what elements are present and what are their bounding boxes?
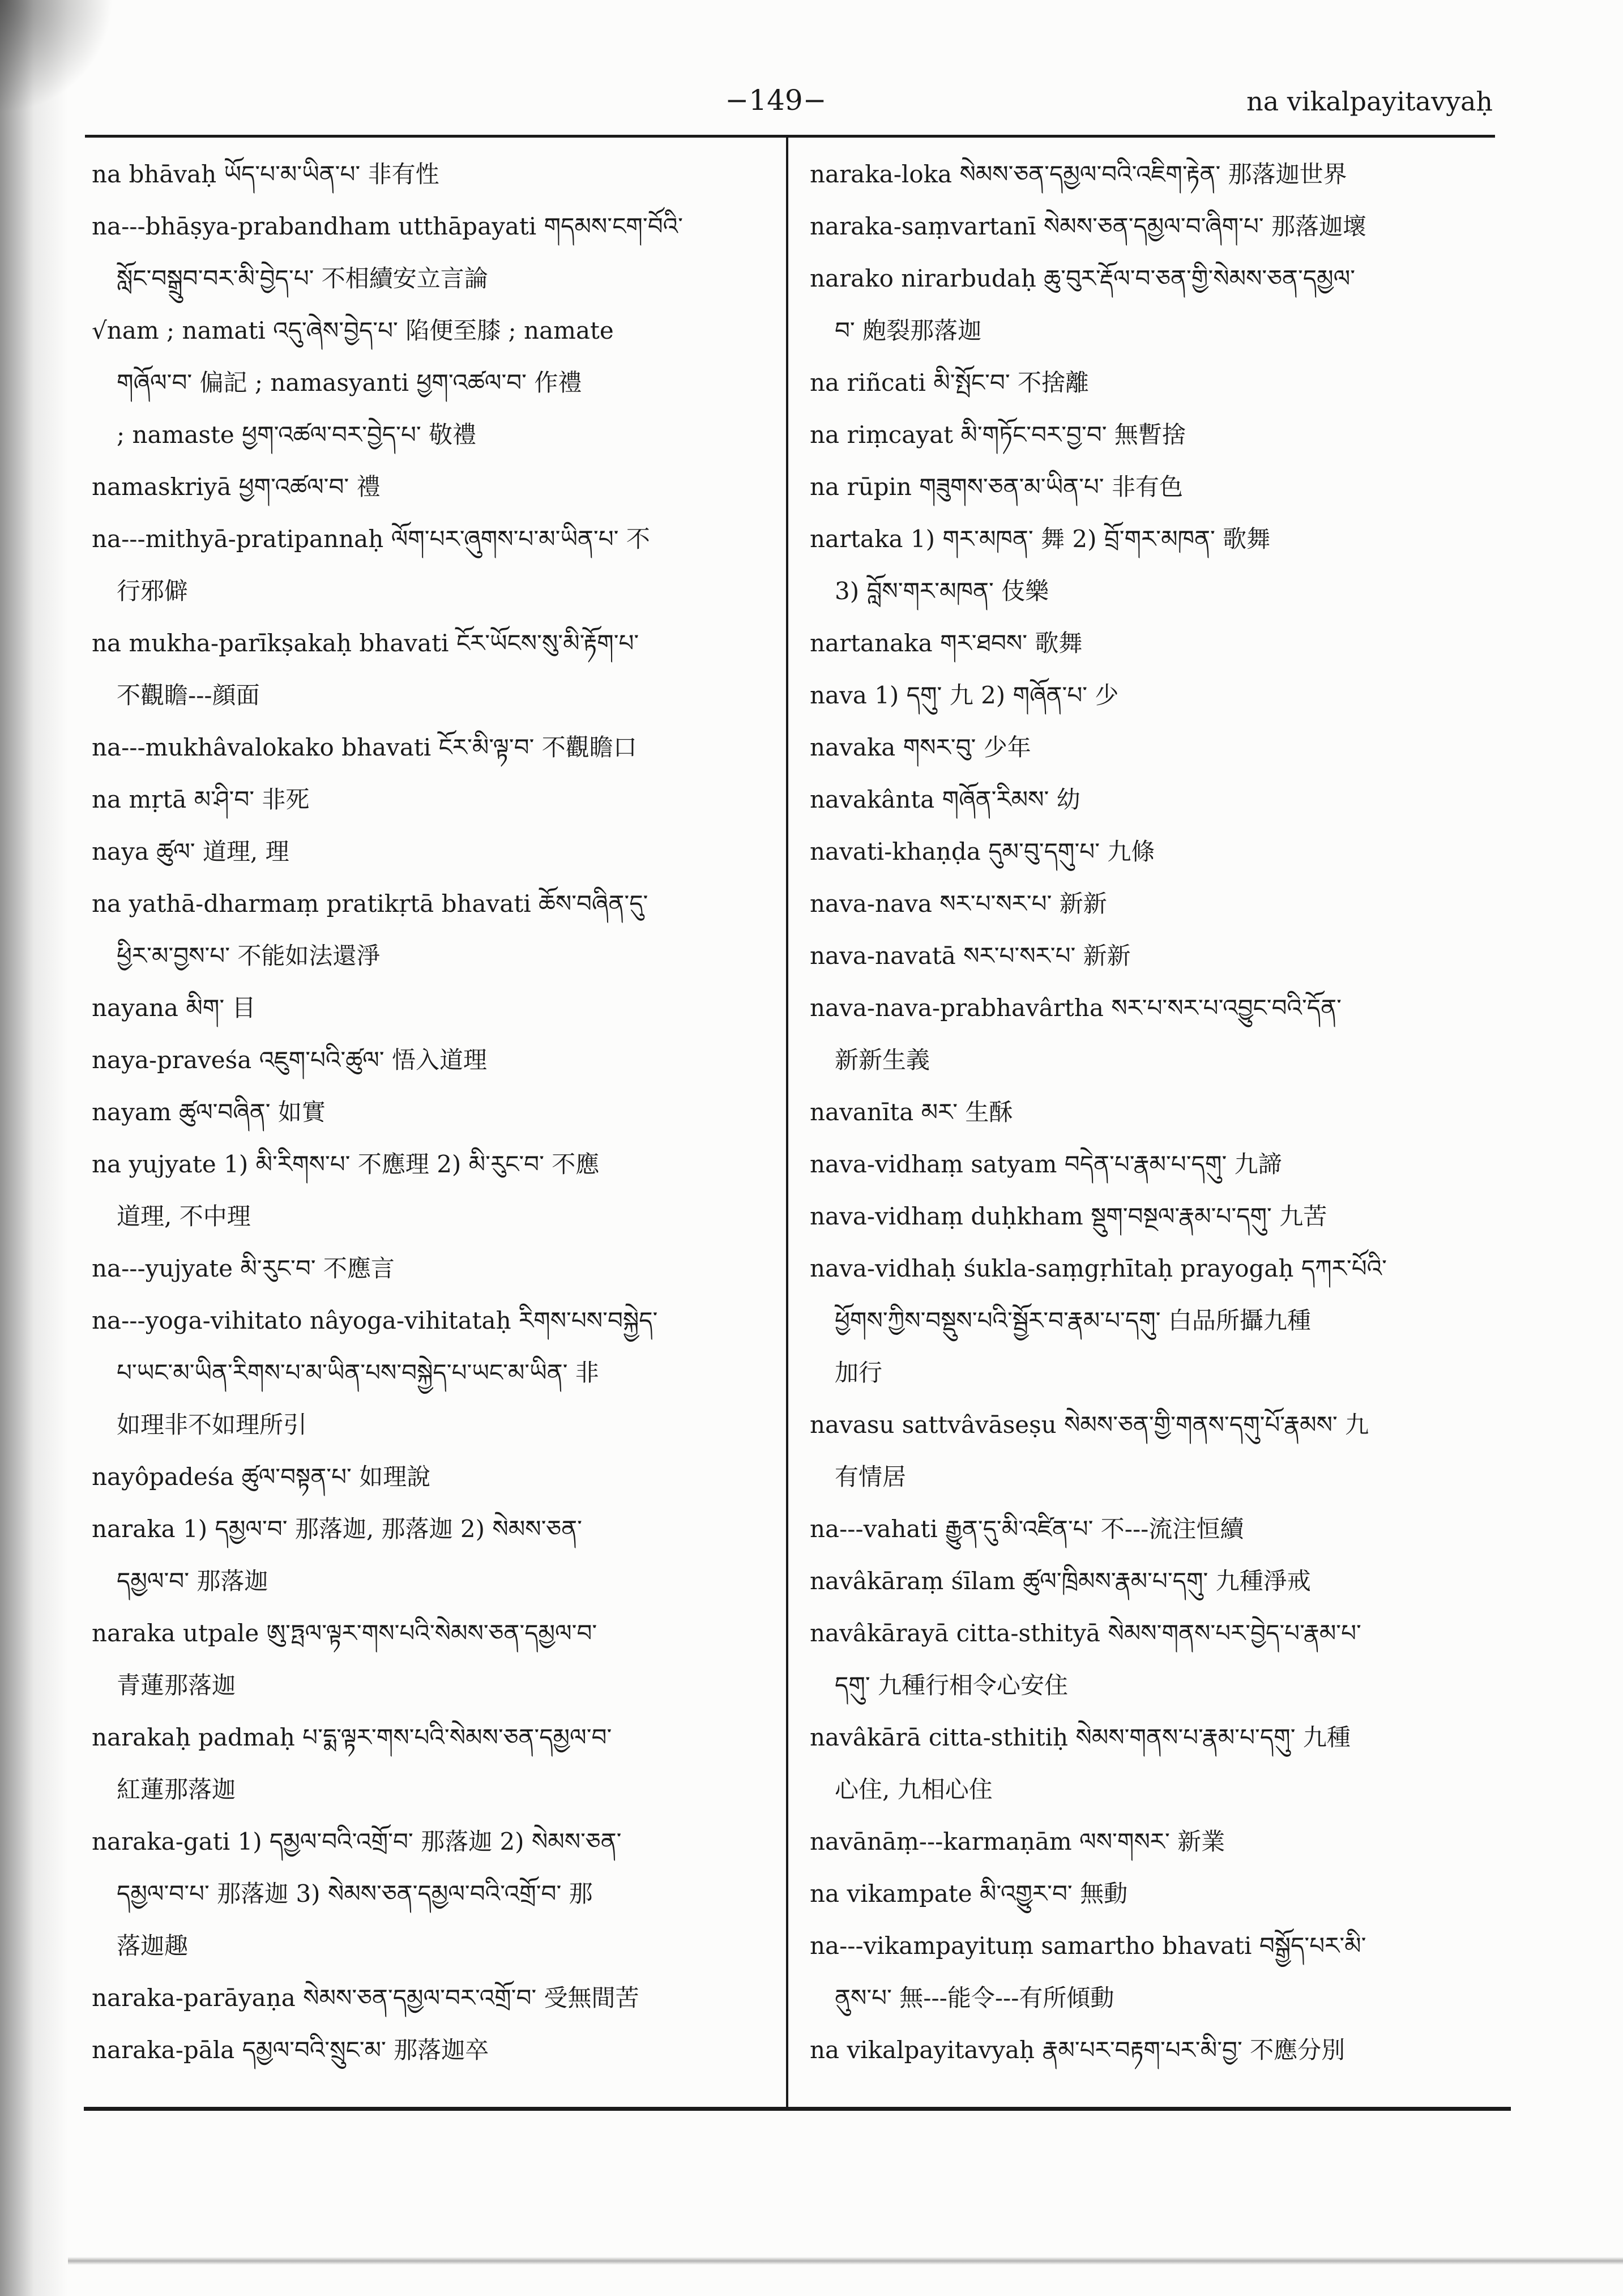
- running-head: na vikalpayitavyaḥ: [1246, 86, 1493, 117]
- dictionary-entry: [810, 669, 1489, 722]
- entry-continuation: 落迦趣: [117, 1932, 189, 1960]
- entry-headline: naraka-pāla དམྱལ་བའི་སྲུང་མ་ 那落迦卒: [92, 2036, 489, 2064]
- dictionary-entry: [92, 148, 771, 200]
- dictionary-entry: [92, 305, 771, 461]
- entry-continuation: སློང་བསྒྲུབ་བར་མི་བྱེད་པ་ 不相續安立言論: [117, 264, 488, 292]
- entry-headline: na yathā-dharmaṃ pratikṛtā bhavati ཆོས་བཞིན་དུ་: [92, 890, 648, 917]
- dictionary-entry: [810, 1190, 1489, 1243]
- entry-headline: navānāṃ---karmaṇām ལས་གསར་ 新業: [810, 1828, 1225, 1855]
- dictionary-entry: [92, 1243, 771, 1295]
- dictionary-entry: [92, 1503, 771, 1607]
- right-column: [810, 148, 1489, 2076]
- dictionary-entry: [810, 1399, 1489, 1503]
- entry-continuation: བ་ 皰裂那落迦: [835, 317, 982, 344]
- dictionary-entry: [92, 774, 771, 826]
- dictionary-entry: [92, 826, 771, 878]
- entry-headline: naraka utpale ཨུ་ཏྤལ་ལྟར་གས་པའི་སེམས་ཅན་དམྱལ་བ་: [92, 1619, 597, 1647]
- entry-continuation: 紅蓮那落迦: [117, 1776, 236, 1803]
- entry-headline: √nam ; namati འདུ་ཞེས་བྱེད་པ་ 陷便至膝 ; namate: [92, 317, 614, 344]
- entry-continuation: 如理非不如理所引: [117, 1411, 307, 1439]
- entry-continuation: དགུ་ 九種行相令心安住: [835, 1671, 1069, 1699]
- dictionary-entry: [810, 513, 1489, 617]
- dictionary-entry: [810, 878, 1489, 930]
- entry-headline: navaka གསར་བུ་ 少年: [810, 733, 1031, 761]
- entry-continuation: 新新生義: [835, 1046, 930, 1074]
- footer-rule: [84, 2107, 1511, 2111]
- entry-headline: navâkārayā citta-sthityā སེམས་གནས་པར་བྱེད་པ་རྣམ་པ་: [810, 1619, 1361, 1647]
- entry-headline: naya ཚུལ་ 道理, 理: [92, 838, 289, 865]
- entry-headline: na vikalpayitavyaḥ རྣམ་པར་བརྟག་པར་མི་བྱ་ 不應分別: [810, 2036, 1346, 2064]
- entry-continuation: 3) བློས་གར་མཁན་ 伎樂: [835, 577, 1049, 605]
- entry-headline: nava-navatā སར་པ་སར་པ་ 新新: [810, 942, 1131, 970]
- entry-headline: na vikampate མི་འགྱུར་བ་ 無動: [810, 1880, 1128, 1907]
- dictionary-entry: [810, 617, 1489, 669]
- entry-headline: nartanaka གར་ཐབས་ 歌舞: [810, 629, 1083, 657]
- dictionary-entry: [92, 1451, 771, 1503]
- entry-headline: naya-praveśa འཇུག་པའི་ཚུལ་ 悟入道理: [92, 1046, 487, 1074]
- dictionary-entry: [92, 982, 771, 1034]
- entry-headline: namaskriyā ཕྱག་འཚལ་བ་ 禮: [92, 473, 381, 501]
- dictionary-entry: [92, 1034, 771, 1086]
- dictionary-entry: [810, 2024, 1489, 2076]
- entry-headline: navasu sattvâvāseṣu སེམས་ཅན་གྱི་གནས་དགུ་པོ་རྣམས་ 九: [810, 1411, 1369, 1439]
- entry-headline: navati-khaṇḍa དུམ་བུ་དགུ་པ་ 九條: [810, 838, 1155, 865]
- entry-headline: navanīta མར་ 生酥: [810, 1098, 1013, 1126]
- column-divider: [786, 136, 788, 2109]
- dictionary-entry: [810, 930, 1489, 982]
- entry-headline: na---yujyate མི་རུང་བ་ 不應言: [92, 1254, 395, 1282]
- entry-continuation: དམྱལ་བ་པ་ 那落迦 3) སེམས་ཅན་དམྱལ་བའི་འགྲོ་བ་ 那: [117, 1880, 593, 1907]
- entry-headline: na mukha-parīkṣakaḥ bhavati ངོར་ཡོངས་སུ་མི་རྟོག་པ་: [92, 629, 639, 657]
- entry-continuation: 有情居: [835, 1463, 907, 1491]
- dictionary-entry: [92, 1086, 771, 1138]
- dictionary-entry: [810, 1816, 1489, 1868]
- dictionary-entry: [92, 1138, 771, 1243]
- entry-headline: navakânta གཞོན་རིམས་ 幼: [810, 786, 1080, 813]
- entry-headline: navâkāraṃ śīlam ཚུལ་ཁྲིམས་རྣམ་པ་དགུ་ 九種淨戒: [810, 1567, 1311, 1595]
- dictionary-entry: [810, 148, 1489, 200]
- entry-headline: nava-vidhaḥ śukla-saṃgṛhītaḥ prayogaḥ དཀར་པོའི་: [810, 1254, 1387, 1282]
- dictionary-entry: [810, 409, 1489, 461]
- entry-headline: nayôpadeśa ཚུལ་བསྟན་པ་ 如理說: [92, 1463, 431, 1491]
- dictionary-entry: [92, 2024, 771, 2076]
- entry-headline: na mṛtā མ་ཤི་བ་ 非死: [92, 786, 310, 813]
- entry-headline: na riṃcayat མི་གཏོང་བར་བྱ་བ་ 無暫捨: [810, 421, 1186, 449]
- scan-corner-shadow: [0, 0, 113, 113]
- entry-continuation: པ་ཡང་མ་ཡིན་རིགས་པ་མ་ཡིན་པས་བསྐྱེད་པ་ཡང་མ་ཡིན་ 非: [117, 1359, 599, 1386]
- entry-headline: naraka-loka སེམས་ཅན་དམྱལ་བའི་འཇིག་རྟེན་ 那落迦世界: [810, 160, 1347, 188]
- entry-headline: na---vahati རྒྱུན་དུ་མི་འཛིན་པ་ 不---流注恒續: [810, 1515, 1244, 1543]
- entry-headline: naraka 1) དམྱལ་བ་ 那落迦, 那落迦 2) སེམས་ཅན་: [92, 1515, 582, 1543]
- entry-continuation: ནུས་པ་ 無---能令---有所傾動: [835, 1984, 1114, 2012]
- dictionary-entry: [92, 1712, 771, 1816]
- entry-headline: narakaḥ padmaḥ པ་དྨ་ལྟར་གས་པའི་སེམས་ཅན་དམྱལ་བ་: [92, 1723, 612, 1751]
- entry-continuation: 加行: [835, 1359, 883, 1386]
- page-number: −149−: [725, 84, 827, 117]
- dictionary-entry: [810, 1920, 1489, 2024]
- scan-edge-shadow: [0, 0, 68, 2296]
- header-rule: [85, 135, 1495, 138]
- dictionary-entry: [810, 1868, 1489, 1920]
- entry-continuation: 青蓮那落迦: [117, 1671, 236, 1699]
- entry-continuation: ཕྱོགས་ཀྱིས་བསྡུས་པའི་སྦྱོར་བ་རྣམ་པ་དགུ་ 白品所攝九種: [835, 1307, 1311, 1334]
- dictionary-entry: [92, 1607, 771, 1712]
- entry-continuation: དམྱལ་བ་ 那落迦: [117, 1567, 268, 1595]
- entry-headline: nayam ཚུལ་བཞིན་ 如實: [92, 1098, 326, 1126]
- entry-headline: nartaka 1) གར་མཁན་ 舞 2) བྲོ་གར་མཁན་ 歌舞: [810, 525, 1271, 553]
- dictionary-entry: [810, 357, 1489, 409]
- entry-headline: na yujyate 1) མི་རིགས་པ་ 不應理 2) མི་རུང་བ་ 不應: [92, 1150, 600, 1178]
- scan-streak: [68, 2257, 1623, 2265]
- entry-headline: na---mukhâvalokako bhavati ངོར་མི་ལྟ་བ་ 不觀瞻口: [92, 733, 637, 761]
- entry-headline: nayana མིག་ 目: [92, 994, 256, 1022]
- dictionary-entry: [92, 461, 771, 513]
- dictionary-entry: [810, 1138, 1489, 1190]
- entry-continuation: ཕྱིར་མ་བྱས་པ་ 不能如法還淨: [117, 942, 381, 970]
- entry-headline: nava 1) དགུ་ 九 2) གཞོན་པ་ 少: [810, 681, 1119, 709]
- entry-continuation: 道理, 不中理: [117, 1202, 251, 1230]
- dictionary-entry: [92, 617, 771, 722]
- dictionary-entry: [92, 200, 771, 305]
- dictionary-entry: [92, 878, 771, 982]
- entry-headline: navâkārā citta-sthitiḥ སེམས་གནས་པ་རྣམ་པ་དགུ་ 九種: [810, 1723, 1351, 1751]
- dictionary-entry: [810, 1607, 1489, 1712]
- entry-headline: na---yoga-vihitato nâyoga-vihitataḥ རིགས་པས་བསྐྱེད་: [92, 1307, 658, 1334]
- entry-headline: na bhāvaḥ ཡོད་པ་མ་ཡིན་པ་ 非有性: [92, 160, 439, 188]
- entry-headline: na---vikampayituṃ samartho bhavati བསྒྱོད་པར་མི་: [810, 1932, 1366, 1960]
- dictionary-entry: [810, 1243, 1489, 1399]
- entry-continuation: 行邪僻: [117, 577, 189, 605]
- entry-headline: narako nirarbudaḥ ཆུ་བུར་རྡོལ་བ་ཅན་གྱི་སེམས་ཅན་དམྱལ་: [810, 264, 1356, 292]
- entry-headline: na riñcati མི་སྤོང་བ་ 不捨離: [810, 369, 1090, 396]
- entry-headline: nava-nava སར་པ་སར་པ་ 新新: [810, 890, 1107, 917]
- dictionary-entry: [810, 722, 1489, 774]
- dictionary-entry: [810, 982, 1489, 1086]
- entry-headline: nava-nava-prabhavârtha སར་པ་སར་པ་འབྱུང་བའི་དོན་: [810, 994, 1342, 1022]
- dictionary-entry: [92, 1295, 771, 1451]
- entry-headline: nava-vidhaṃ satyam བདེན་པ་རྣམ་པ་དགུ་ 九諦: [810, 1150, 1282, 1178]
- dictionary-entry: [810, 1712, 1489, 1816]
- entry-headline: naraka-gati 1) དམྱལ་བའི་འགྲོ་བ་ 那落迦 2) སེམས་ཅན་: [92, 1828, 622, 1855]
- dictionary-entry: [92, 513, 771, 617]
- entry-headline: nava-vidhaṃ duḥkham སྡུག་བསྔལ་རྣམ་པ་དགུ་ 九苦: [810, 1202, 1327, 1230]
- dictionary-entry: [810, 774, 1489, 826]
- entry-continuation: 不觀瞻---顔面: [117, 681, 260, 709]
- dictionary-entry: [810, 253, 1489, 357]
- dictionary-entry: [810, 826, 1489, 878]
- dictionary-entry: [92, 1972, 771, 2024]
- dictionary-entry: [810, 1555, 1489, 1607]
- entry-continuation: གཞོལ་བ་ 偏記 ; namasyanti ཕྱག་འཚལ་བ་ 作禮: [117, 369, 582, 396]
- dictionary-entry: [810, 461, 1489, 513]
- entry-headline: naraka-saṃvartanī སེམས་ཅན་དམྱལ་བ་ཞིག་པ་ 那落迦壞: [810, 212, 1367, 240]
- entry-headline: na---mithyā-pratipannaḥ ལོག་པར་ཞུགས་པ་མ་ཡིན་པ་ 不: [92, 525, 650, 553]
- dictionary-entry: [92, 1816, 771, 1972]
- entry-headline: na---bhāṣya-prabandham utthāpayati གདམས་ངག་བོའི་: [92, 212, 683, 240]
- entry-headline: na rūpin གཟུགས་ཅན་མ་ཡིན་པ་ 非有色: [810, 473, 1183, 501]
- entry-continuation: ; namaste ཕྱག་འཚལ་བར་བྱེད་པ་ 敬禮: [117, 421, 477, 449]
- dictionary-entry: [92, 722, 771, 774]
- dictionary-entry: [810, 200, 1489, 253]
- entry-headline: naraka-parāyaṇa སེམས་ཅན་དམྱལ་བར་འགྲོ་བ་ 受無間苦: [92, 1984, 639, 2012]
- left-column: [92, 148, 771, 2076]
- dictionary-entry: [810, 1503, 1489, 1555]
- entry-continuation: 心住, 九相心住: [835, 1776, 993, 1803]
- dictionary-entry: [810, 1086, 1489, 1138]
